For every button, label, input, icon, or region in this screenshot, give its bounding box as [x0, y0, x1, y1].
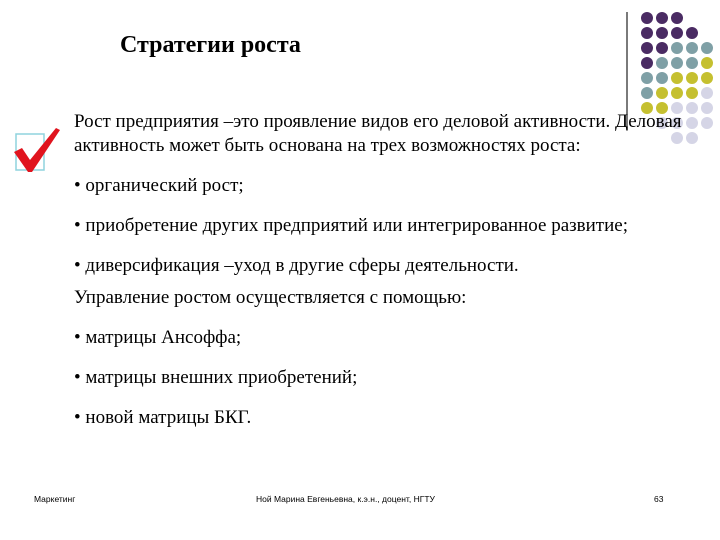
intro-paragraph: Рост предприятия –это проявление видов его деловой активности. Деловая активность может быть основана на трех возможностях роста: — [74, 111, 682, 156]
decor-dot — [686, 57, 698, 69]
footer-author: Ной Марина Евгеньевна, к.э.н., доцент, НГТУ — [256, 494, 435, 504]
decor-dot — [641, 42, 653, 54]
decor-dot — [701, 57, 713, 69]
bullet-organic: • органический рост; — [74, 175, 244, 196]
decor-dot — [686, 132, 698, 144]
decor-dot — [686, 27, 698, 39]
decor-dot — [701, 72, 713, 84]
decor-dot — [671, 87, 683, 99]
mid-text: Управление ростом осуществляется с помощью: — [74, 287, 467, 308]
decor-dot — [686, 87, 698, 99]
decor-dot — [641, 27, 653, 39]
decor-dot — [671, 57, 683, 69]
decor-dot — [641, 72, 653, 84]
slide-body — [74, 110, 684, 446]
decor-dot — [671, 27, 683, 39]
footer-page-number: 63 — [654, 494, 664, 504]
bullet-diversification: • диверсификация –уход в другие сферы деятельности. — [74, 255, 519, 276]
checkmark-icon — [12, 124, 62, 174]
decor-dot — [641, 87, 653, 99]
decor-dot — [686, 12, 698, 24]
decor-dot — [656, 42, 668, 54]
decor-dot — [671, 72, 683, 84]
decor-dot — [686, 42, 698, 54]
decor-dot — [686, 72, 698, 84]
bullet-bcg: • новой матрицы БКГ. — [74, 407, 252, 428]
footer-course: Маркетинг — [34, 494, 76, 504]
decor-dot — [686, 102, 698, 114]
decor-dot — [671, 42, 683, 54]
decor-dot — [641, 57, 653, 69]
decor-dot — [671, 12, 683, 24]
decor-dot — [656, 87, 668, 99]
decor-dot — [656, 57, 668, 69]
bullet-external: • матрицы внешних приобретений; — [74, 367, 358, 388]
decor-dot — [701, 12, 713, 24]
decor-dot — [701, 117, 713, 129]
bullet-acquisition: • приобретение других предприятий или интегрированное развитие; — [74, 215, 628, 236]
decor-dot — [656, 72, 668, 84]
decor-dot — [701, 87, 713, 99]
decor-dot — [701, 102, 713, 114]
bullet-ansoff: • матрицы Ансоффа; — [74, 327, 242, 348]
decor-dot — [686, 117, 698, 129]
decor-dot — [701, 27, 713, 39]
decor-dot — [641, 12, 653, 24]
decor-dot — [656, 12, 668, 24]
decor-dot — [656, 27, 668, 39]
decor-dot — [701, 132, 713, 144]
decor-dot — [701, 42, 713, 54]
slide-title: Стратегии роста — [120, 32, 301, 58]
